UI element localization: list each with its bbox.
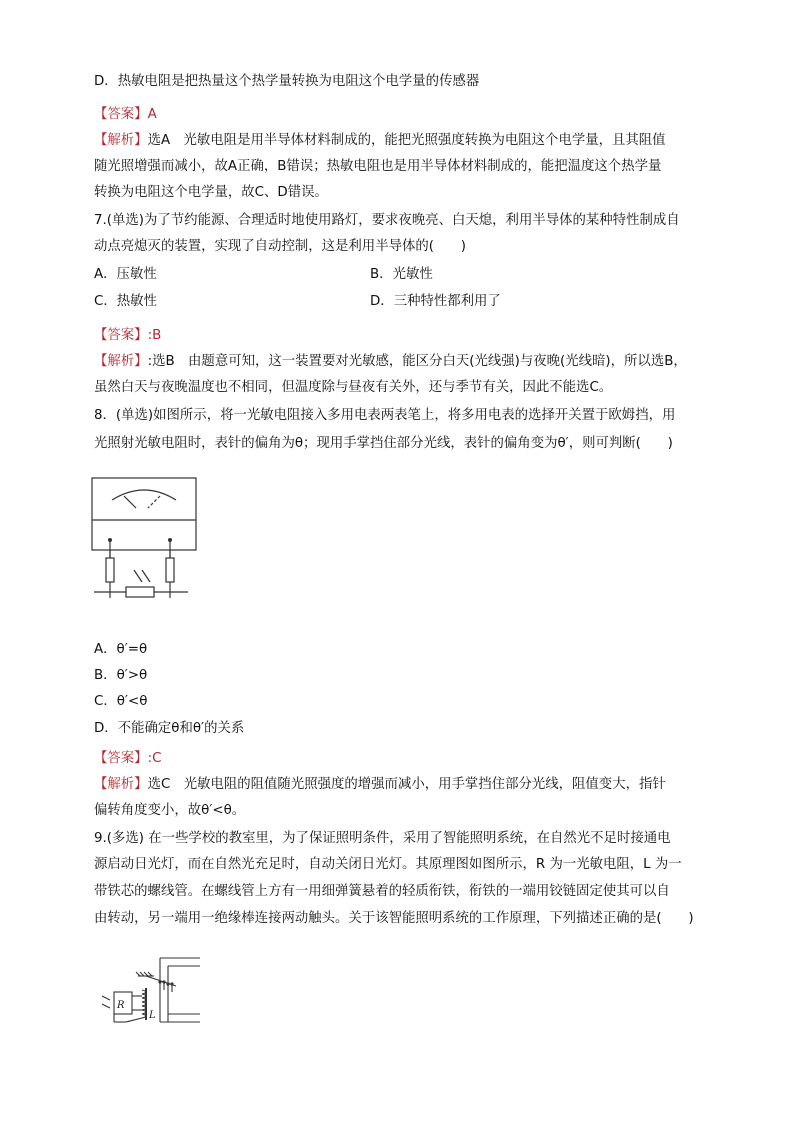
explanation-1-line-2: 随光照增强而减小，故A正确，B错误；热敏电阻也是用半导体材料制成的，能把温度这个热学量 bbox=[94, 159, 662, 174]
light-arrow-2 bbox=[142, 570, 150, 582]
multimeter-photoresistor-figure bbox=[90, 474, 200, 604]
question-9-line-2: 源启动日光灯，而在自然光充足时，自动关闭日光灯。其原理图如图所示，R 为一光敏电阻，L 为一 bbox=[94, 857, 682, 872]
label-r: R bbox=[117, 1000, 125, 1011]
explanation-label: 【解析】 bbox=[94, 777, 148, 792]
answer-2 bbox=[94, 326, 161, 346]
light-ray-2 bbox=[102, 1004, 110, 1008]
meter-body bbox=[92, 478, 196, 550]
explanation-3-line-1: 【解析】选C 光敏电阻的阻值随光照强度的增强而减小，用手掌挡住部分光线，阻值变大，指针 bbox=[94, 777, 666, 792]
question-9-line-1: 9.(多选) 在一些学校的教室里，为了保证照明条件，采用了智能照明系统，在自然光不足时接通电 bbox=[94, 831, 671, 846]
explanation-label: 【解析】 bbox=[94, 354, 148, 369]
photoresistor bbox=[126, 587, 154, 597]
question-9-line-4: 由转动，另一端用一绝缘棒连接两动触头。关于该智能照明系统的工作原理，下列描述正确的是( ) bbox=[94, 911, 694, 926]
probe-left bbox=[106, 558, 114, 582]
q8-option-c: C．θ′<θ bbox=[94, 694, 148, 709]
answer-label: 【答案】 bbox=[94, 751, 148, 766]
probe-right bbox=[166, 558, 174, 582]
answer-3 bbox=[94, 749, 161, 769]
meter-needle-left bbox=[124, 496, 136, 508]
explanation-label: 【解析】 bbox=[94, 133, 148, 148]
explanation-2-line-2: 虽然白天与夜晚温度也不相同，但温度除与昼夜有关外，还与季节有关，因此不能选C。 bbox=[94, 380, 613, 395]
q7-option-b: B．光敏性 bbox=[370, 267, 433, 282]
question-9-line-3: 带铁芯的螺线管。在螺线管上方有一用细弹簧悬着的轻质衔铁，衔铁的一端用铰链固定使其可以自 bbox=[94, 884, 670, 899]
question-7-line-2: 动点亮熄灭的装置，实现了自动控制，这是利用半导体的( ) bbox=[94, 239, 466, 254]
label-l: L bbox=[149, 1010, 156, 1021]
q8-option-b: B．θ′>θ bbox=[94, 668, 148, 683]
q8-option-d: D．不能确定θ和θ′的关系 bbox=[94, 721, 245, 736]
q7-option-d: D．三种特性都利用了 bbox=[370, 294, 501, 309]
answer-label: 【答案】 bbox=[94, 107, 148, 122]
question-8-line-1: 8．(单选)如图所示，将一光敏电阻接入多用电表两表笔上，将多用电表的选择开关置于欧姆挡，用 bbox=[94, 408, 676, 423]
explanation-2-line-1: 【解析】:选B 由题意可知，这一装置要对光敏感，能区分白天(光线强)与夜晚(光线暗)，所以选B， bbox=[94, 354, 687, 369]
question-8-line-2: 光照射光敏电阻时，表针的偏角为θ；现用手掌挡住部分光线，表针的偏角变为θ′，则可判断( ) bbox=[94, 436, 673, 451]
q8-option-a: A．θ′=θ bbox=[94, 642, 148, 657]
smart-lighting-circuit-figure bbox=[96, 952, 206, 1030]
option-d-prev-question: D．热敏电阻是把热量这个热学量转换为电阻这个电学量的传感器 bbox=[94, 74, 480, 89]
explanation-1-line-3: 转换为电阻这个电学量，故C、D错误。 bbox=[94, 185, 328, 200]
answer-1 bbox=[94, 105, 157, 125]
question-7-line-1: 7.(单选)为了节约能源、合理适时地使用路灯，要求夜晚亮、白天熄，利用半导体的某种特性制成自 bbox=[94, 213, 680, 228]
explanation-1-line-1: 【解析】选A 光敏电阻是用半导体材料制成的，能把光照强度转换为电阻这个电学量，且其阻值 bbox=[94, 133, 666, 148]
light-arrow-1 bbox=[134, 570, 142, 582]
q7-option-c: C．热敏性 bbox=[94, 294, 157, 309]
meter-needle-right bbox=[148, 496, 160, 508]
answer-label: 【答案】 bbox=[94, 328, 148, 343]
answer-value: :C bbox=[147, 751, 162, 766]
explanation-3-line-2: 偏转角度变小，故θ′<θ。 bbox=[94, 803, 246, 818]
light-ray-1 bbox=[102, 996, 110, 1000]
q7-option-a: A．压敏性 bbox=[94, 267, 157, 282]
answer-value: :B bbox=[147, 328, 162, 343]
meter-scale-arc bbox=[112, 490, 176, 500]
answer-value: A bbox=[147, 107, 157, 122]
